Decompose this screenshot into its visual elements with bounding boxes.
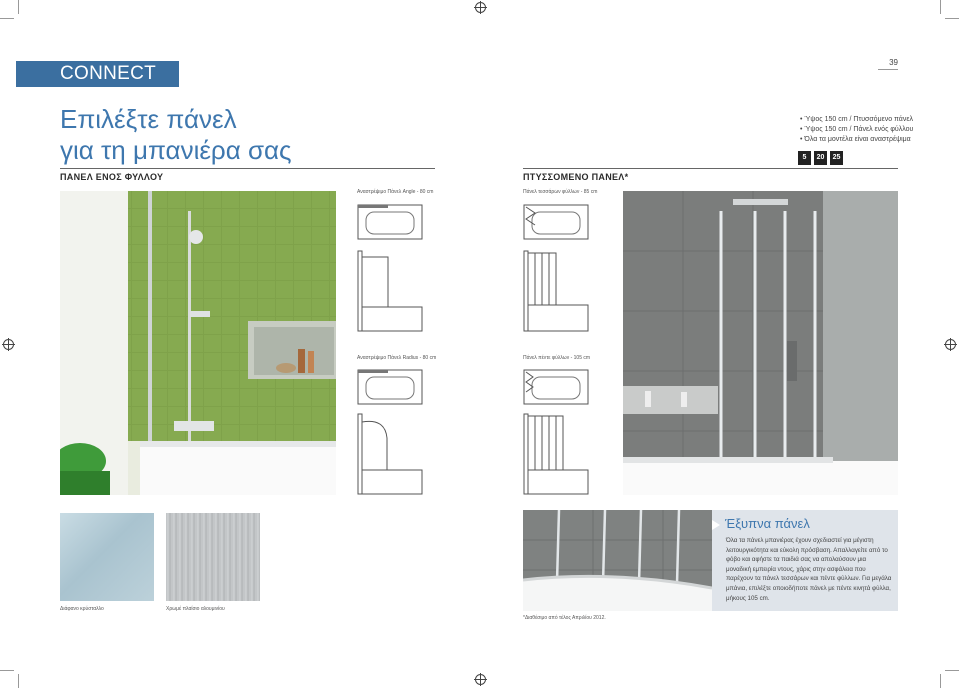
five-leaf-panel-drawing: [523, 368, 589, 498]
four-leaf-panel-diagram: [523, 203, 589, 337]
smart-panels-heading: Έξυπνα πάνελ: [725, 516, 810, 531]
five-leaf-panel-caption: Πάνελ πέντε φύλλων - 105 cm: [523, 355, 591, 361]
radius-panel-diagram: [357, 368, 423, 498]
five-leaf-panel-diagram: [523, 368, 589, 498]
crop-mark: [18, 674, 19, 688]
crop-mark: [945, 18, 959, 19]
warranty-badge: 5: [798, 151, 811, 165]
angle-panel-caption: Αναστρέψιμο Πάνελ Angle - 80 cm: [357, 189, 434, 195]
crop-mark: [940, 674, 941, 688]
brand-bar: CONNECT: [16, 61, 179, 87]
footnote: *Διαθέσιμο από τέλος Απριλίου 2012.: [523, 615, 606, 621]
bathtub-panel-photo: [523, 510, 712, 611]
crop-mark: [945, 670, 959, 671]
radius-panel-caption: Αναστρέψιμο Πάνελ Radius - 80 cm: [357, 355, 437, 361]
folding-panel-photo: [623, 191, 898, 495]
single-panel-heading: ΠΑΝΕΛ ΕΝΟΣ ΦΥΛΛΟΥ: [60, 172, 164, 182]
single-panel-photo: [60, 191, 336, 495]
chrome-aluminium-swatch: [166, 513, 260, 601]
four-leaf-panel-caption: Πάνελ τεσσάρων φύλλων - 85 cm: [523, 189, 598, 195]
green-bathroom-illustration: [60, 191, 336, 495]
crop-mark: [0, 18, 14, 19]
feature-item: • Ύψος 150 cm / Πτυσσόμενο πάνελ: [800, 115, 913, 125]
warranty-badge: 20: [814, 151, 827, 165]
feature-list: [800, 115, 913, 145]
title-line-2: για τη μπανιέρα σας: [60, 135, 292, 165]
feature-item: • Ύψος 150 cm / Πάνελ ενός φύλλου: [800, 125, 913, 135]
registration-mark-top: [475, 2, 486, 13]
section-rule-right: [523, 168, 898, 169]
registration-mark-right: [945, 339, 956, 350]
angle-panel-diagram: [357, 203, 423, 337]
section-rule-left: [60, 168, 435, 169]
clear-glass-swatch: [60, 513, 154, 601]
folding-panel-heading: ΠΤΥΣΣΟΜΕΝΟ ΠΑΝΕΛ*: [523, 172, 629, 182]
registration-mark-bottom: [475, 674, 486, 685]
chrome-aluminium-caption: Χρωμέ πλαίσιο αλουμινίου: [166, 606, 225, 612]
clear-glass-caption: Διάφανο κρύσταλλο: [60, 606, 104, 612]
angle-panel-drawing: [357, 203, 423, 337]
registration-mark-left: [3, 339, 14, 350]
warranty-badges: [798, 151, 843, 165]
radius-panel-drawing: [357, 368, 423, 498]
warranty-badge: 25: [830, 151, 843, 165]
page-number: 39: [878, 58, 898, 70]
crop-mark: [0, 670, 14, 671]
title-line-1: Επιλέξτε πάνελ: [60, 104, 237, 134]
crop-mark: [940, 0, 941, 14]
grey-bathroom-illustration: [623, 191, 898, 495]
crop-mark: [18, 0, 19, 14]
smart-panels-text: Όλα τα πάνελ μπανιέρας έχουν σχεδιαστεί για μέγιστη λειτουργικότητα και εύκολη πρόσβαση. Απαλλαγείτε από το φόβο και αφήστε τα παιδιά σας να απολαύσουν μια μοναδική εμπειρία ντους, χάρις στην ασφάλεια που παρέχουν τα πάνελ τεσσάρων και πέντε φύλλων. Για μεγάλα μπάνια, επιλέξτε οποιοδήποτε πάνελ με πέντε κινητά φύλλα, μήκους 105 cm.: [726, 537, 892, 602]
feature-item: • Όλα τα μοντέλα είναι αναστρέψιμα: [800, 135, 913, 145]
page-title: [60, 104, 292, 166]
four-leaf-panel-drawing: [523, 203, 589, 337]
bathtub-panel-illustration: [523, 510, 712, 611]
smart-panels-pointer: [712, 520, 720, 530]
